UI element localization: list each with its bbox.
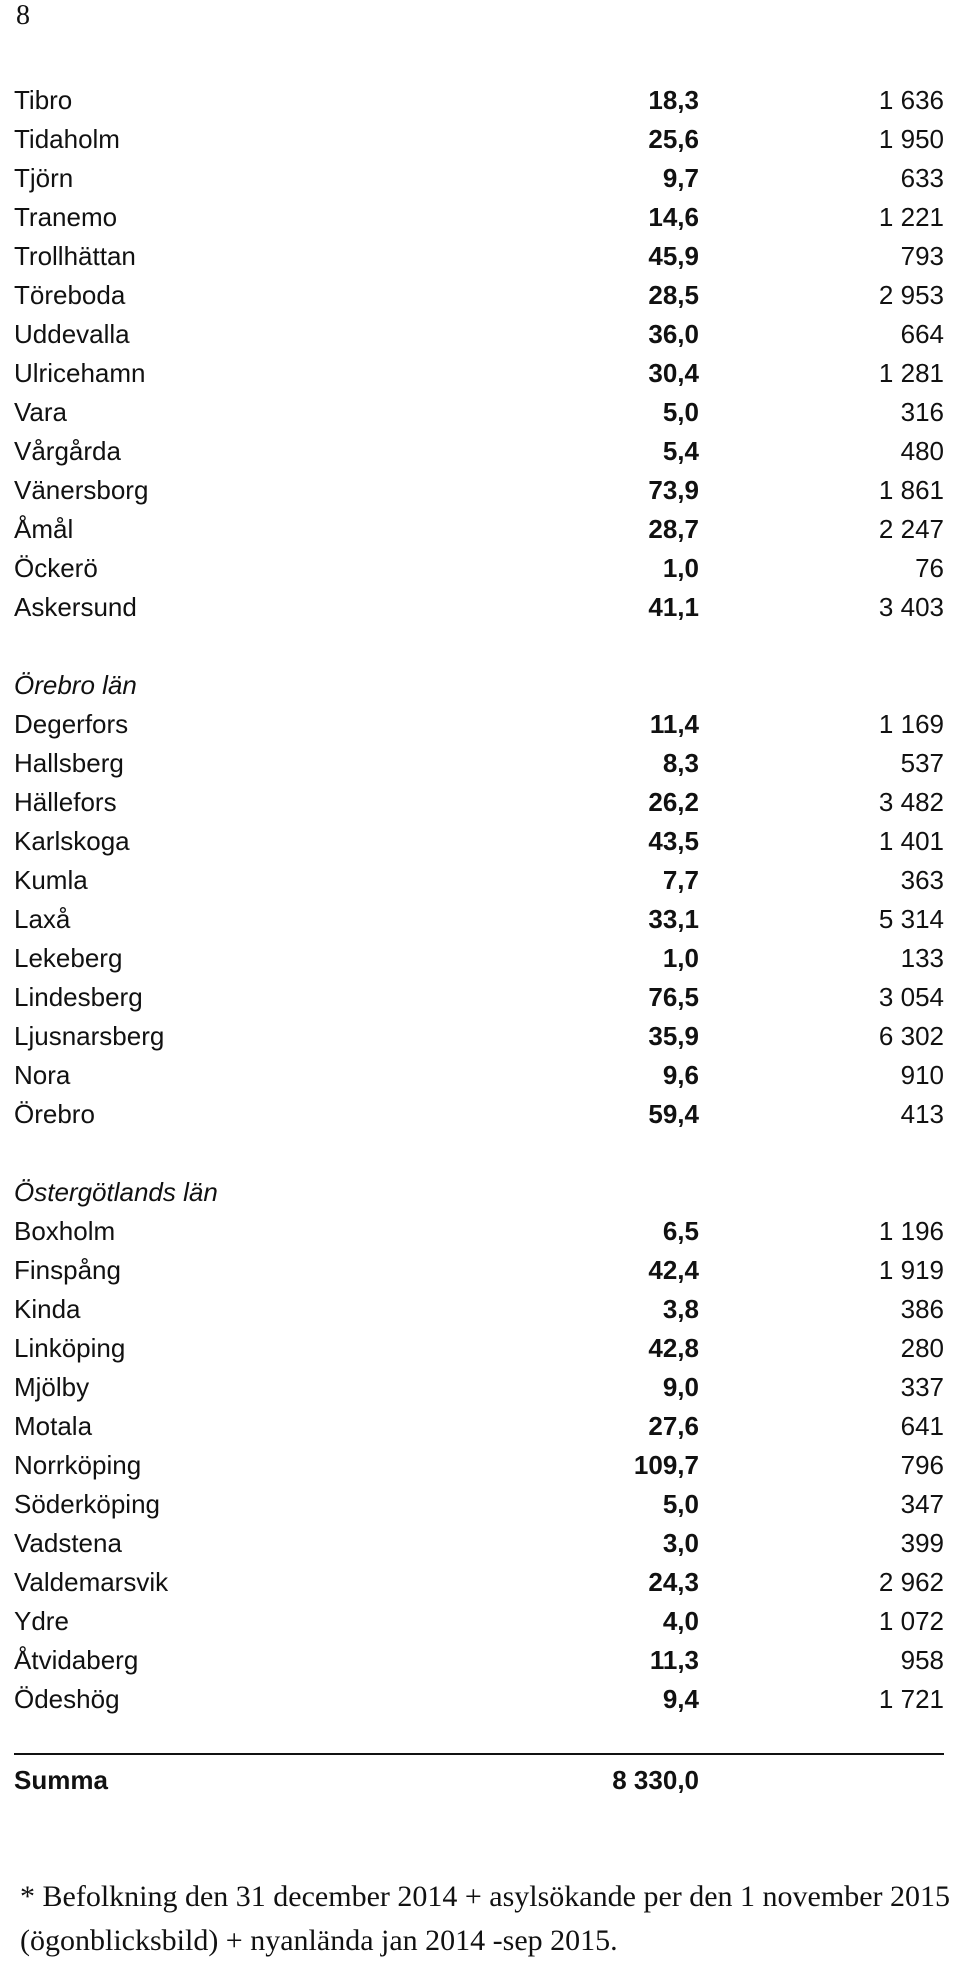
municipality-name: Åtvidaberg xyxy=(14,1645,139,1675)
value-column-2: 958 xyxy=(900,1645,944,1675)
municipality-name: Lekeberg xyxy=(14,943,123,973)
value-column-1: 42,8 xyxy=(648,1333,699,1363)
value-column-2: 3 054 xyxy=(878,982,944,1012)
municipality-name: Töreboda xyxy=(14,280,126,310)
table-row xyxy=(14,1095,944,1134)
value-column-1: 5,0 xyxy=(662,397,699,427)
value-column-2: 537 xyxy=(900,748,944,778)
value-column-2: 2 962 xyxy=(878,1567,944,1597)
value-column-1: 1,0 xyxy=(662,943,699,973)
section-heading: Östergötlands län xyxy=(14,1177,218,1207)
value-column-1: 30,4 xyxy=(648,358,699,388)
table-row xyxy=(14,276,944,315)
value-column-2: 480 xyxy=(900,436,944,466)
municipality-name: Lindesberg xyxy=(14,982,143,1012)
page-number: 8 xyxy=(16,0,30,31)
municipality-name: Uddevalla xyxy=(14,319,130,349)
table-row xyxy=(14,900,944,939)
value-column-2: 337 xyxy=(900,1372,944,1402)
table-row xyxy=(14,1212,944,1251)
table-row xyxy=(14,939,944,978)
value-column-1: 1,0 xyxy=(662,553,699,583)
municipality-name: Åmål xyxy=(14,514,74,544)
value-column-2: 1 169 xyxy=(878,709,944,739)
value-column-1: 5,0 xyxy=(662,1489,699,1519)
municipality-table xyxy=(14,81,944,1719)
table-row xyxy=(14,1407,944,1446)
value-column-1: 5,4 xyxy=(662,436,699,466)
table-row xyxy=(14,471,944,510)
value-column-2: 133 xyxy=(900,943,944,973)
table-row xyxy=(14,510,944,549)
section-heading: Örebro län xyxy=(14,670,137,700)
municipality-name: Mjölby xyxy=(14,1372,90,1402)
table-row xyxy=(14,432,944,471)
value-column-2: 633 xyxy=(900,163,944,193)
table-row xyxy=(14,159,944,198)
value-column-2: 1 721 xyxy=(878,1684,944,1714)
value-column-2: 347 xyxy=(900,1489,944,1519)
table-row xyxy=(14,198,944,237)
value-column-1: 35,9 xyxy=(648,1021,699,1051)
municipality-name: Vara xyxy=(14,397,67,427)
municipality-name: Laxå xyxy=(14,904,71,934)
value-column-1: 42,4 xyxy=(648,1255,699,1285)
value-column-2: 793 xyxy=(900,241,944,271)
table-row xyxy=(14,744,944,783)
municipality-name: Hällefors xyxy=(14,787,117,817)
table-row xyxy=(14,1446,944,1485)
municipality-name: Valdemarsvik xyxy=(14,1567,169,1597)
value-column-1: 9,4 xyxy=(662,1684,699,1714)
municipality-name: Trollhättan xyxy=(14,241,136,271)
municipality-name: Vänersborg xyxy=(14,475,149,505)
value-column-1: 28,5 xyxy=(648,280,699,310)
value-column-2: 76 xyxy=(915,553,944,583)
value-column-1: 9,7 xyxy=(662,163,699,193)
value-column-2: 1 919 xyxy=(878,1255,944,1285)
value-column-1: 24,3 xyxy=(648,1567,699,1597)
value-column-1: 7,7 xyxy=(662,865,699,895)
municipality-name: Tjörn xyxy=(14,163,74,193)
value-column-1: 27,6 xyxy=(648,1411,699,1441)
table-row xyxy=(14,861,944,900)
municipality-name: Ljusnarsberg xyxy=(14,1021,165,1051)
table-row xyxy=(14,1641,944,1680)
municipality-name: Boxholm xyxy=(14,1216,116,1246)
value-column-1: 33,1 xyxy=(648,904,699,934)
table-row xyxy=(14,315,944,354)
value-column-1: 43,5 xyxy=(648,826,699,856)
table-row xyxy=(14,1524,944,1563)
table-row xyxy=(14,1017,944,1056)
table-row xyxy=(14,354,944,393)
value-column-2: 2 953 xyxy=(878,280,944,310)
value-column-1: 6,5 xyxy=(662,1216,699,1246)
value-column-1: 4,0 xyxy=(662,1606,699,1636)
value-column-2: 399 xyxy=(900,1528,944,1558)
value-column-1: 3,0 xyxy=(662,1528,699,1558)
table-row xyxy=(14,783,944,822)
value-column-1: 18,3 xyxy=(648,85,699,115)
table-row xyxy=(14,1056,944,1095)
total-divider xyxy=(14,1753,944,1755)
municipality-name: Finspång xyxy=(14,1255,121,1285)
value-column-1: 11,4 xyxy=(649,709,699,739)
value-column-2: 3 482 xyxy=(878,787,944,817)
municipality-name: Tranemo xyxy=(14,202,118,232)
table-row xyxy=(14,1485,944,1524)
value-column-1: 9,0 xyxy=(662,1372,699,1402)
value-column-1: 11,3 xyxy=(649,1645,699,1675)
municipality-name: Degerfors xyxy=(14,709,129,739)
footnote: * Befolkning den 31 december 2014 + asylsökande per den 1 november 2015 (ögonblicksbild) + nyanlända jan 2014 -sep 2015. xyxy=(20,1880,951,1957)
municipality-name: Tibro xyxy=(14,85,73,115)
table-row xyxy=(14,822,944,861)
table-row xyxy=(14,705,944,744)
value-column-2: 2 247 xyxy=(878,514,944,544)
municipality-name: Karlskoga xyxy=(14,826,130,856)
value-column-2: 1 636 xyxy=(878,85,944,115)
municipality-name: Örebro xyxy=(14,1099,95,1129)
value-column-1: 41,1 xyxy=(648,592,699,622)
value-column-2: 910 xyxy=(900,1060,944,1090)
table-row xyxy=(14,978,944,1017)
value-column-2: 3 403 xyxy=(878,592,944,622)
total-label: Summa xyxy=(14,1765,108,1795)
value-column-1: 59,4 xyxy=(648,1099,699,1129)
value-column-1: 3,8 xyxy=(662,1294,699,1324)
value-column-1: 76,5 xyxy=(648,982,699,1012)
municipality-name: Kumla xyxy=(14,865,88,895)
value-column-1: 14,6 xyxy=(648,202,699,232)
total-value: 8 330,0 xyxy=(612,1765,699,1795)
value-column-1: 36,0 xyxy=(648,319,699,349)
table-row xyxy=(14,588,944,627)
municipality-name: Kinda xyxy=(14,1294,81,1324)
value-column-1: 73,9 xyxy=(648,475,699,505)
table-row xyxy=(14,1329,944,1368)
municipality-name: Norrköping xyxy=(14,1450,142,1480)
table-row xyxy=(14,120,944,159)
value-column-1: 9,6 xyxy=(662,1060,699,1090)
value-column-2: 413 xyxy=(900,1099,944,1129)
value-column-2: 1 072 xyxy=(878,1606,944,1636)
table-row xyxy=(14,393,944,432)
value-column-2: 6 302 xyxy=(878,1021,944,1051)
value-column-2: 664 xyxy=(900,319,944,349)
table-row xyxy=(14,1602,944,1641)
value-column-2: 363 xyxy=(900,865,944,895)
table-row xyxy=(14,1368,944,1407)
value-column-1: 45,9 xyxy=(648,241,699,271)
municipality-name: Linköping xyxy=(14,1333,126,1363)
value-column-1: 28,7 xyxy=(648,514,699,544)
value-column-1: 109,7 xyxy=(633,1450,699,1480)
value-column-2: 5 314 xyxy=(878,904,944,934)
municipality-name: Ydre xyxy=(14,1606,69,1636)
value-column-2: 796 xyxy=(900,1450,944,1480)
table-row xyxy=(14,237,944,276)
value-column-2: 1 861 xyxy=(878,475,944,505)
table-row xyxy=(14,1563,944,1602)
municipality-name: Öckerö xyxy=(14,553,98,583)
municipality-name: Askersund xyxy=(14,592,137,622)
value-column-2: 641 xyxy=(900,1411,944,1441)
municipality-name: Söderköping xyxy=(14,1489,160,1519)
value-column-2: 1 401 xyxy=(878,826,944,856)
municipality-name: Nora xyxy=(14,1060,71,1090)
value-column-2: 1 196 xyxy=(878,1216,944,1246)
total-row xyxy=(14,1761,944,1800)
municipality-name: Vadstena xyxy=(14,1528,122,1558)
table-row xyxy=(14,1680,944,1719)
value-column-1: 8,3 xyxy=(662,748,699,778)
value-column-2: 280 xyxy=(900,1333,944,1363)
municipality-name: Motala xyxy=(14,1411,93,1441)
table-row xyxy=(14,549,944,588)
municipality-name: Ulricehamn xyxy=(14,358,146,388)
value-column-1: 26,2 xyxy=(648,787,699,817)
value-column-2: 1 221 xyxy=(878,202,944,232)
value-column-1: 25,6 xyxy=(648,124,699,154)
value-column-2: 386 xyxy=(900,1294,944,1324)
value-column-2: 1 950 xyxy=(878,124,944,154)
value-column-2: 1 281 xyxy=(878,358,944,388)
municipality-name: Ödeshög xyxy=(14,1684,120,1714)
municipality-name: Hallsberg xyxy=(14,748,124,778)
table-row xyxy=(14,1251,944,1290)
table-row xyxy=(14,81,944,120)
municipality-name: Tidaholm xyxy=(14,124,120,154)
table-row xyxy=(14,1290,944,1329)
municipality-name: Vårgårda xyxy=(14,436,121,466)
value-column-2: 316 xyxy=(900,397,944,427)
